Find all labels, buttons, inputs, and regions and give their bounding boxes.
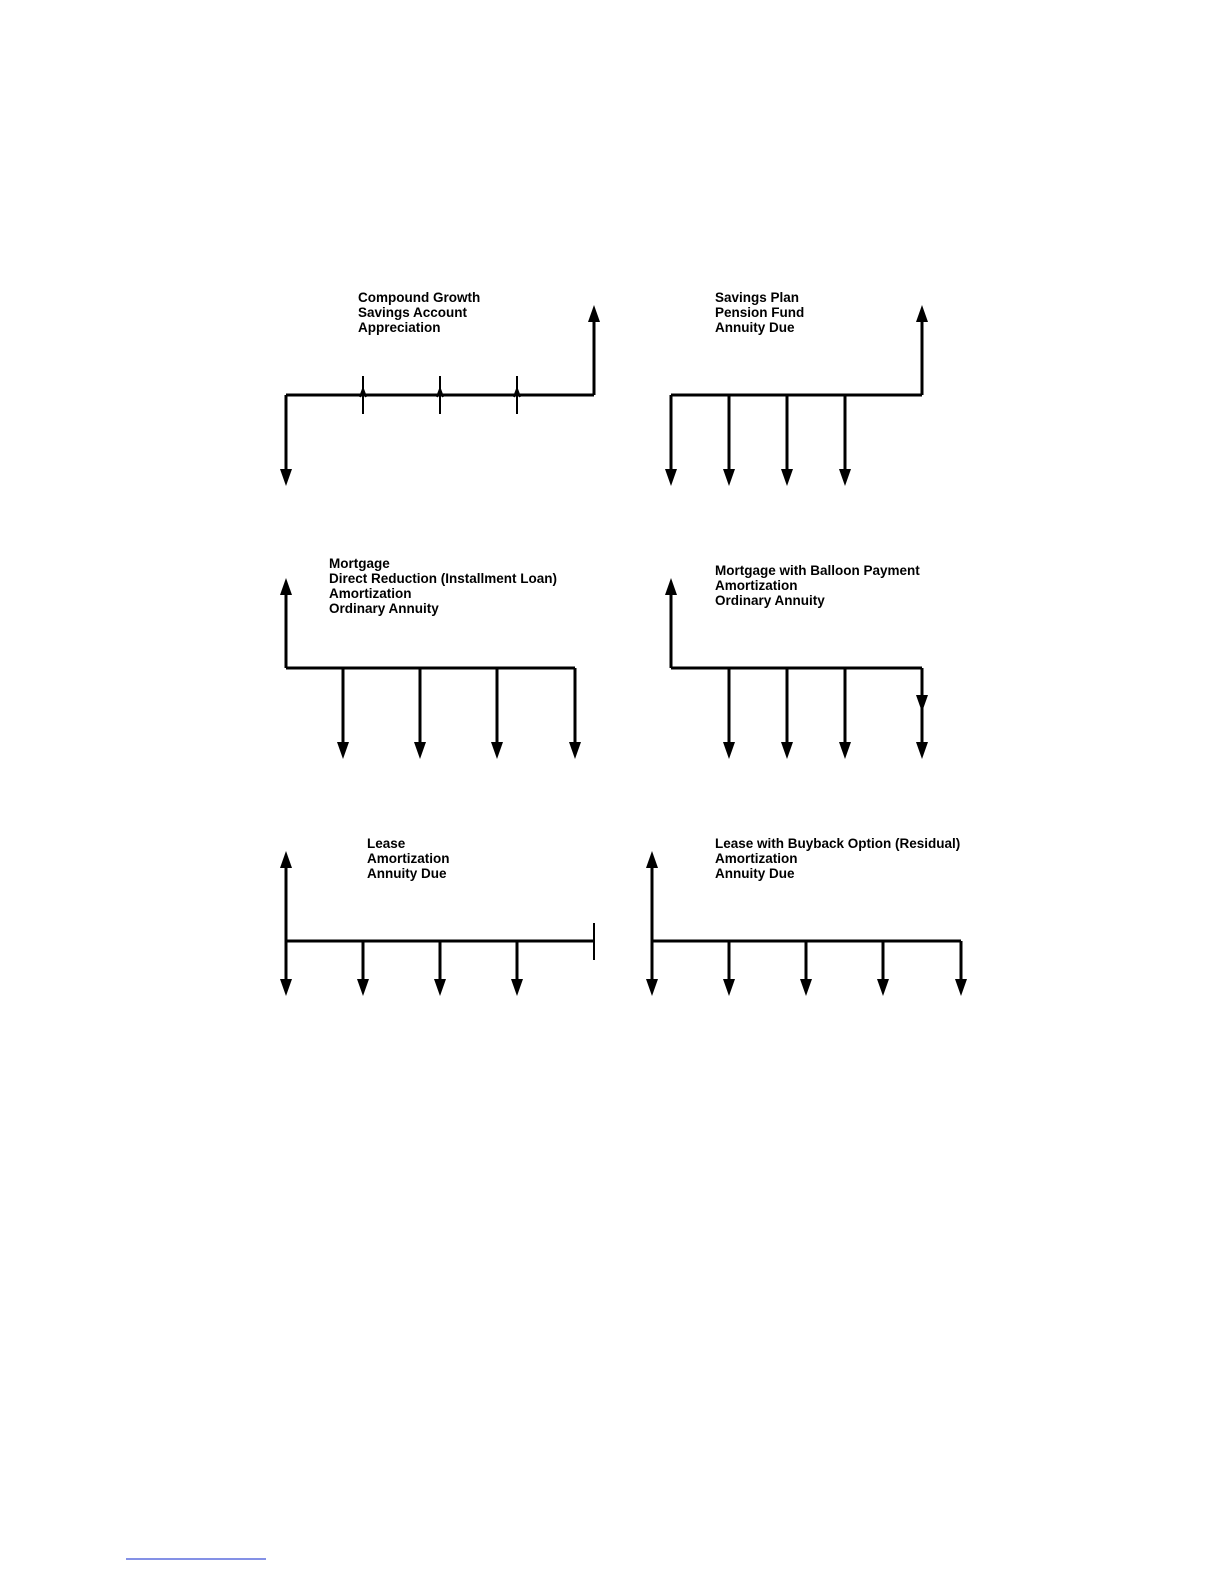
arrow-down-head bbox=[723, 742, 735, 759]
arrow-down-head bbox=[491, 742, 503, 759]
diagram-lease-buyback bbox=[646, 836, 967, 996]
arrow-up-head bbox=[665, 578, 677, 595]
arrow-down-head bbox=[723, 469, 735, 486]
diagram-label: Annuity Due bbox=[715, 320, 795, 335]
arrow-down-head bbox=[723, 979, 735, 996]
arrow-down-head bbox=[839, 742, 851, 759]
arrow-down-head bbox=[569, 742, 581, 759]
diagram-label: Amortization bbox=[329, 586, 412, 601]
diagram-label: Savings Account bbox=[358, 305, 468, 320]
diagram-mortgage bbox=[280, 556, 581, 759]
diagram-label: Mortgage bbox=[329, 556, 390, 571]
diagram-label: Compound Growth bbox=[358, 290, 481, 305]
arrow-up-head bbox=[588, 305, 600, 322]
arrow-down-head bbox=[781, 469, 793, 486]
diagram-compound-growth bbox=[280, 290, 600, 486]
diagram-label: Annuity Due bbox=[367, 866, 447, 881]
diagram-label: Ordinary Annuity bbox=[329, 601, 439, 616]
arrow-up-head bbox=[916, 305, 928, 322]
cash-flow-arrows bbox=[665, 305, 928, 486]
arrow-up-head bbox=[280, 851, 292, 868]
diagram-label: Pension Fund bbox=[715, 305, 805, 320]
arrow-down-head bbox=[877, 979, 889, 996]
arrow-down-head bbox=[800, 979, 812, 996]
diagram-label: Lease bbox=[367, 836, 406, 851]
diagram-mortgage-balloon bbox=[665, 563, 928, 759]
diagram-label: Annuity Due bbox=[715, 866, 795, 881]
arrow-down-head bbox=[781, 742, 793, 759]
arrow-down-head bbox=[414, 742, 426, 759]
diagram-label: Savings Plan bbox=[715, 290, 800, 305]
arrow-down-head bbox=[839, 469, 851, 486]
arrow-down-head bbox=[280, 469, 292, 486]
arrow-down-head bbox=[646, 979, 658, 996]
diagram-lease bbox=[280, 836, 594, 996]
arrow-down-head bbox=[916, 742, 928, 759]
diagram-label: Direct Reduction (Installment Loan) bbox=[329, 571, 558, 586]
arrow-down-head bbox=[511, 979, 523, 996]
cash-flow-arrows bbox=[646, 851, 967, 996]
arrow-down-head bbox=[337, 742, 349, 759]
arrow-down-head bbox=[357, 979, 369, 996]
diagram-label: Ordinary Annuity bbox=[715, 593, 825, 608]
arrow-down-head bbox=[955, 979, 967, 996]
diagram-label: Amortization bbox=[715, 578, 798, 593]
diagram-savings-plan bbox=[665, 290, 928, 486]
diagram-label: Appreciation bbox=[358, 320, 441, 335]
arrow-up-head bbox=[280, 578, 292, 595]
arrow-up-head bbox=[646, 851, 658, 868]
diagram-label: Amortization bbox=[367, 851, 450, 866]
arrow-down-head bbox=[916, 695, 928, 712]
arrow-down-head bbox=[665, 469, 677, 486]
diagram-label: Mortgage with Balloon Payment bbox=[715, 563, 920, 578]
arrow-down-head bbox=[434, 979, 446, 996]
diagram-label: Lease with Buyback Option (Residual) bbox=[715, 836, 961, 851]
arrow-down-head bbox=[280, 979, 292, 996]
diagram-label: Amortization bbox=[715, 851, 798, 866]
